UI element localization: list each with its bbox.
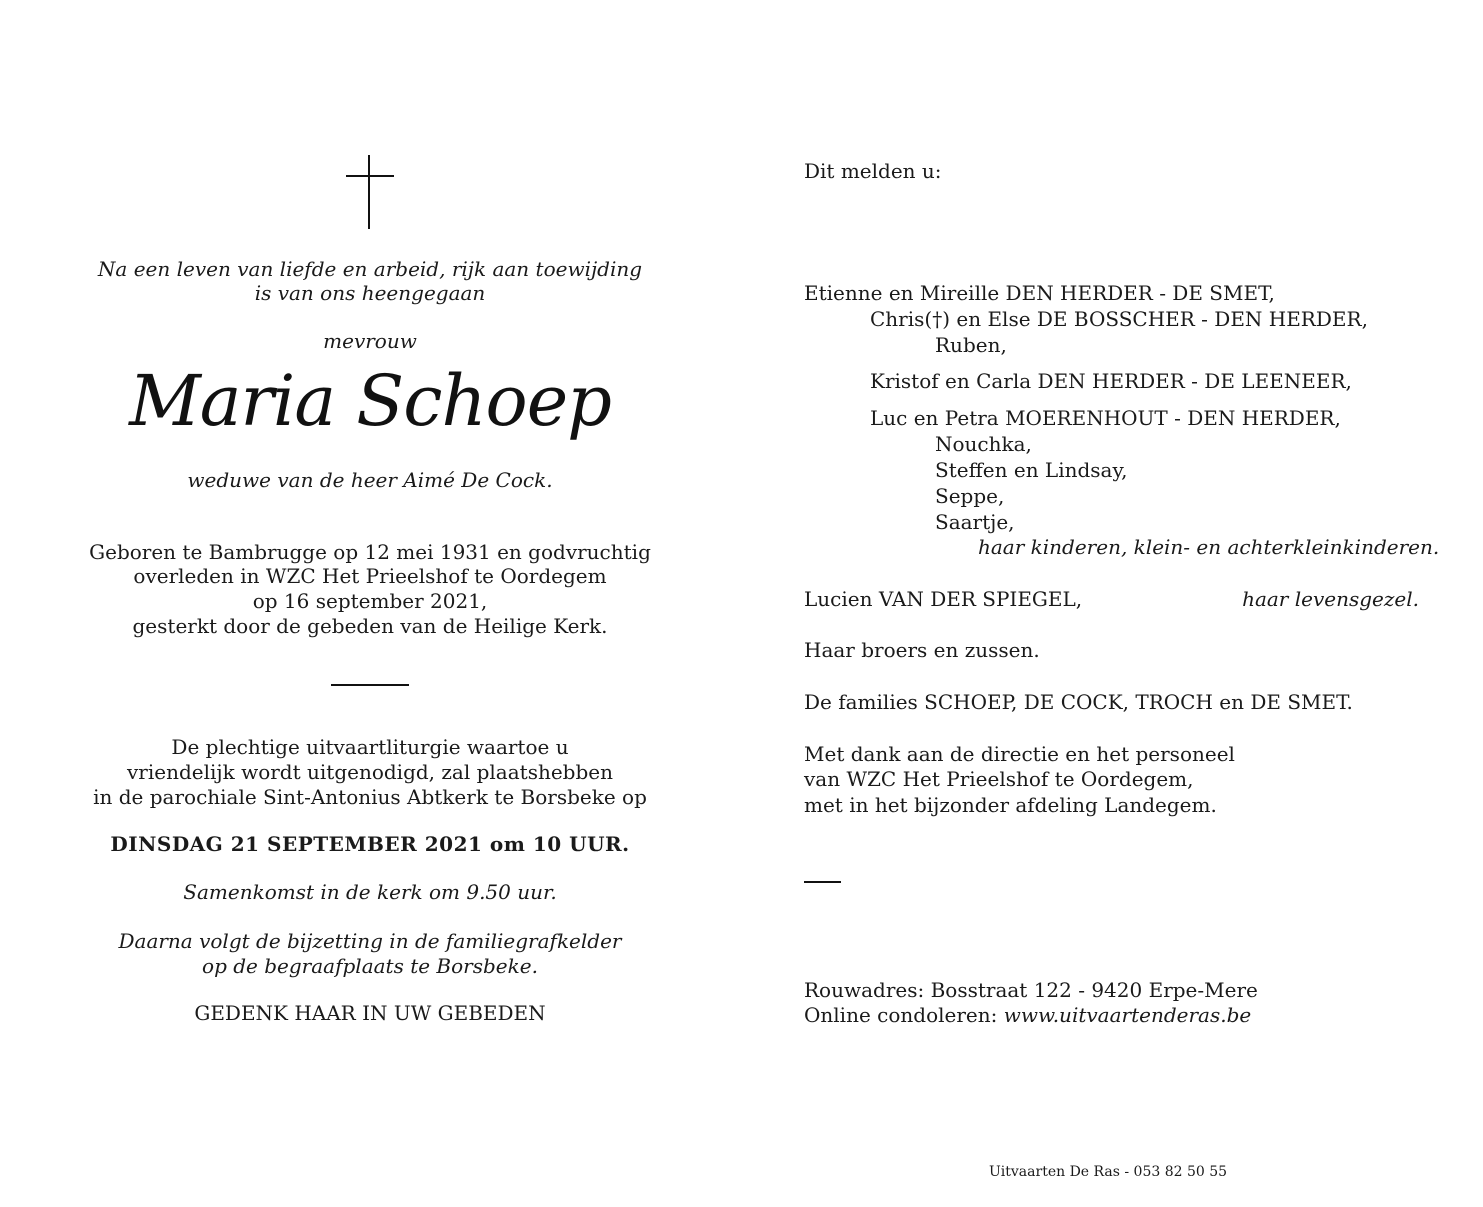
condolences-link[interactable]: www.uitvaartenderas.be: [1003, 1003, 1252, 1027]
funeral-line-3: in de parochiale Sint-Antonius Abtkerk te Borsbeke op: [93, 785, 647, 809]
burial-line-2: op de begraafplaats te Borsbeke.: [202, 954, 538, 978]
family-line: Luc en Petra MOERENHOUT - DEN HERDER,: [870, 406, 1341, 430]
family-line: Nouchka,: [935, 432, 1032, 456]
widow-line: weduwe van de heer Aimé De Cock.: [187, 468, 553, 492]
address-line: Rouwadres: Bosstraat 122 - 9420 Erpe-Mere: [804, 978, 1258, 1002]
footer-credit: Uitvaarten De Ras - 053 82 50 55: [989, 1164, 1228, 1180]
funeral-line-1: De plechtige uitvaartliturgie waartoe u: [171, 735, 569, 759]
thanks-line-3: met in het bijzonder afdeling Landegem.: [804, 793, 1217, 817]
intro-line-1: Na een leven van liefde en arbeid, rijk aan toewijding: [97, 257, 643, 281]
intro-line-2: is van ons heengegaan: [254, 281, 486, 305]
family-line: Etienne en Mireille DEN HERDER - DE SMET,: [804, 281, 1275, 305]
family-line: Ruben,: [935, 333, 1007, 357]
announce-line: Dit melden u:: [804, 159, 942, 183]
partner-name: Lucien VAN DER SPIEGEL,: [804, 587, 1083, 611]
family-line: Steffen en Lindsay,: [935, 458, 1128, 482]
born-line-3: op 16 september 2021,: [252, 589, 488, 613]
thanks-line-1: Met dank aan de directie en het personeel: [804, 742, 1235, 766]
funeral-line-2: vriendelijk wordt uitgenodigd, zal plaatshebben: [127, 760, 613, 784]
family-line: Chris(†) en Else DE BOSSCHER - DEN HERDER,: [870, 307, 1368, 331]
family-line: Seppe,: [935, 484, 1005, 508]
born-line-2: overleden in WZC Het Prieelshof te Oordegem: [133, 564, 607, 588]
siblings-line: Haar broers en zussen.: [804, 638, 1040, 662]
divider-right: [804, 881, 841, 883]
condolences-line: [804, 1003, 1251, 1027]
born-line-1: Geboren te Bambrugge op 12 mei 1931 en godvruchtig: [89, 540, 651, 564]
family-line: Saartje,: [935, 510, 1015, 534]
cross-icon: [346, 155, 394, 229]
families-line: De families SCHOEP, DE COCK, TROCH en DE SMET.: [804, 690, 1353, 714]
remember-line: GEDENK HAAR IN UW GEBEDEN: [194, 1001, 546, 1025]
partner-role: haar levensgezel.: [1242, 587, 1419, 611]
born-line-4: gesterkt door de gebeden van de Heilige Kerk.: [132, 614, 608, 638]
gathering-line: Samenkomst in de kerk om 9.50 uur.: [183, 880, 557, 904]
title: mevrouw: [323, 329, 417, 353]
family-summary: haar kinderen, klein- en achterkleinkinderen.: [978, 535, 1440, 559]
condolences-label: Online condoleren:: [804, 1003, 998, 1027]
family-line: Kristof en Carla DEN HERDER - DE LEENEER,: [870, 369, 1352, 393]
burial-line-1: Daarna volgt de bijzetting in de familiegrafkelder: [118, 929, 622, 953]
deceased-name: Maria Schoep: [129, 360, 611, 442]
divider-left: [331, 684, 409, 686]
thanks-line-2: van WZC Het Prieelshof te Oordegem,: [804, 767, 1194, 791]
funeral-date: DINSDAG 21 SEPTEMBER 2021 om 10 UUR.: [110, 832, 630, 856]
